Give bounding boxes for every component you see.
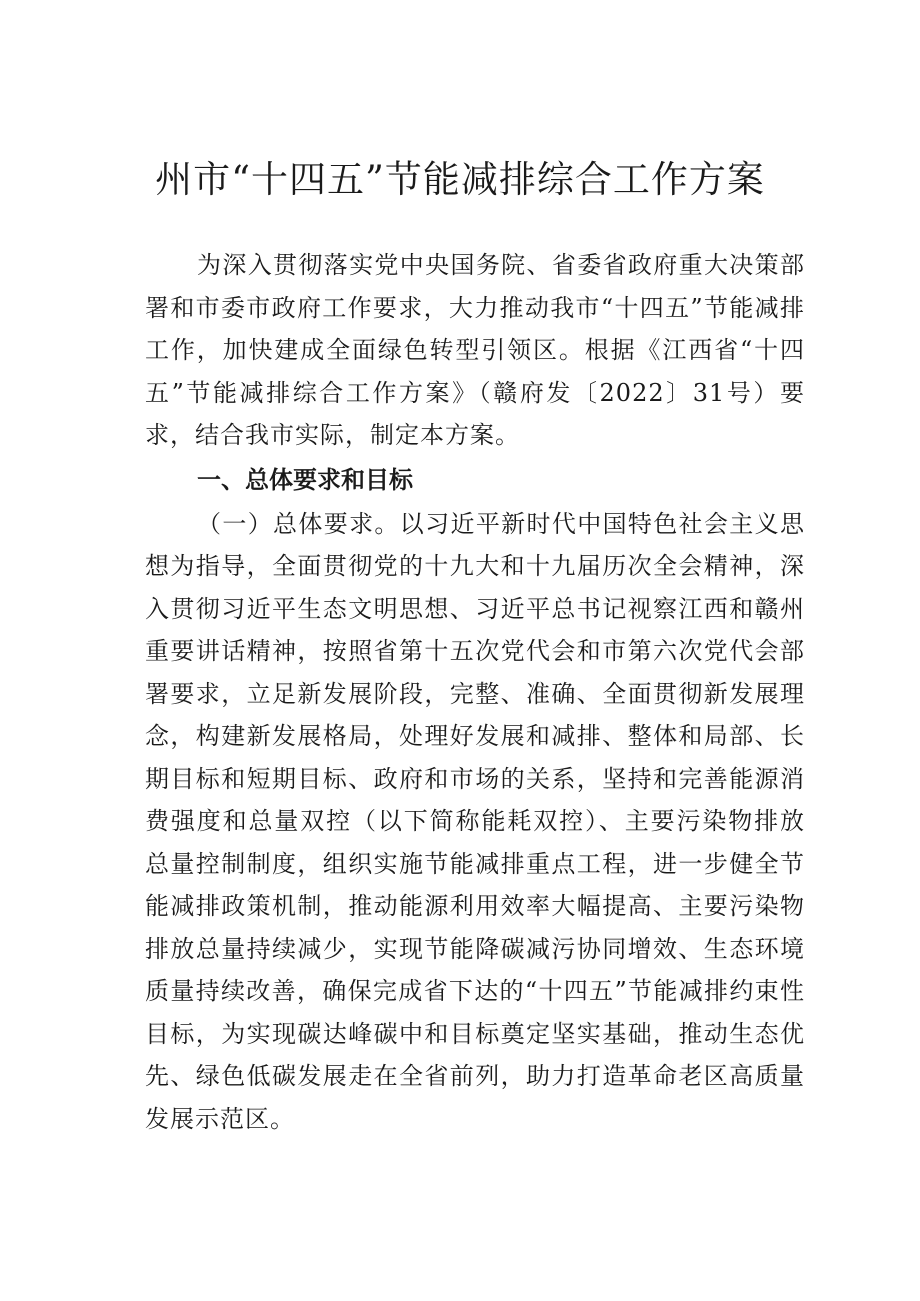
- general-requirements-paragraph: （一）总体要求。以习近平新时代中国特色社会主义思想为指导，全面贯彻党的十九大和十九届历次全会精神，深入贯彻习近平生态文明思想、习近平总书记视察江西和赣州重要讲话精神，按照省第十五次党代会和市第六次党代会部署要求，立足新发展阶段，完整、准确、全面贯彻新发展理念，构建新发展格局，处理好发展和减排、整体和局部、长期目标和短期目标、政府和市场的关系，坚持和完善能源消费强度和总量双控（以下简称能耗双控）、主要污染物排放总量控制制度，组织实施节能减排重点工程，进一步健全节能减排政策机制，推动能源利用效率大幅提高、主要污染物排放总量持续减少，实现节能降碳减污协同增效、生态环境质量持续改善，确保完成省下达的“十四五”节能减排约束性目标，为实现碳达峰碳中和目标奠定坚实基础，推动生态优先、绿色低碳发展走在全省前列，助力打造革命老区高质量发展示范区。: [145, 509, 805, 1133]
- intro-paragraph: 为深入贯彻落实党中央国务院、省委省政府重大决策部署和市委市政府工作要求，大力推动我市“十四五”节能减排工作，加快建成全面绿色转型引领区。根据《江西省“十四五”节能减排综合工作方案》（赣府发〔2022〕31号）要求，结合我市实际，制定本方案。: [145, 251, 805, 449]
- document-body: [145, 244, 805, 1140]
- section-heading-general-requirements: 一、总体要求和目标: [197, 465, 413, 494]
- document-title: 州市“十四五”节能减排综合工作方案: [155, 158, 765, 201]
